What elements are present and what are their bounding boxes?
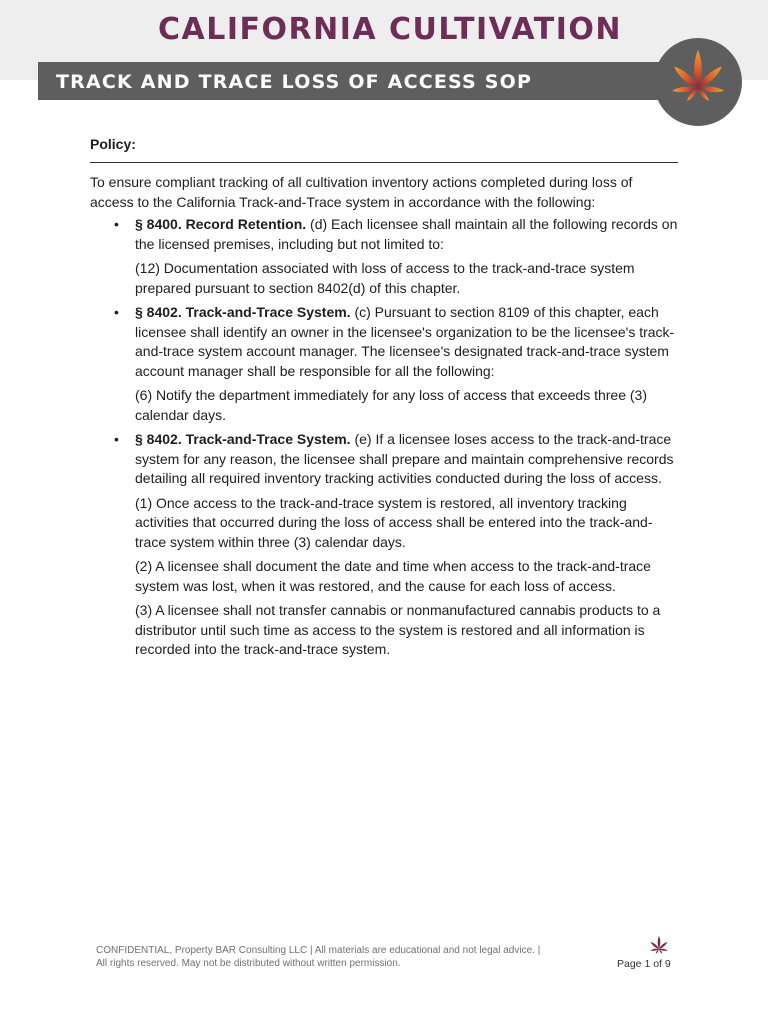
list-item xyxy=(90,215,678,298)
regulation-title: § 8402. Track-and-Trace System. xyxy=(135,431,351,447)
page-number: Page 1 of 9 xyxy=(617,958,671,970)
regulation-subsection: (3) A licensee shall not transfer cannabis or nonmanufactured cannabis products to a distributor until such time as access to the system is restored and all information is recorded into the track-and-trace system. xyxy=(135,602,661,657)
brand-title: CALIFORNIA CULTIVATION xyxy=(157,12,622,47)
regulation-title: § 8402. Track-and-Trace System. xyxy=(135,304,351,320)
sop-title: TRACK AND TRACE LOSS OF ACCESS SOP xyxy=(56,71,533,93)
regulation-subsection: (6) Notify the department immediately for any loss of access that exceeds three (3) calendar days. xyxy=(135,387,648,423)
policy-intro: To ensure compliant tracking of all cultivation inventory actions completed during loss of access to the California Track-and-Trace system in accordance with the following: xyxy=(90,174,633,210)
bullet-icon: • xyxy=(114,216,119,232)
regulation-body: (d) Each licensee shall maintain all the following records on the licensed premises, including but not limited to: xyxy=(135,216,678,252)
regulation-text xyxy=(135,303,678,381)
bullet-icon: • xyxy=(114,304,119,320)
cannabis-leaf-icon xyxy=(654,38,742,126)
regulation-body: (c) Pursuant to section 8109 of this chapter, each licensee shall identify an owner in the licensee's organization to be the licensee's track-and-trace system account manager. The licensee's designated track-and-trace system account manager shall be responsible for all the following: xyxy=(135,304,675,379)
bullet-icon: • xyxy=(114,431,119,447)
regulation-list xyxy=(90,215,678,660)
sop-title-bar xyxy=(38,62,698,100)
footer-line-1: CONFIDENTIAL, Property BAR Consulting LLC | All materials are educational and not legal advice. | xyxy=(96,945,541,956)
regulation-text xyxy=(135,215,678,254)
regulation-subsection: (12) Documentation associated with loss of access to the track-and-trace system prepared pursuant to section 8402(d) of this chapter. xyxy=(135,260,635,296)
regulation-text xyxy=(135,430,678,489)
divider xyxy=(90,162,678,163)
header-logo xyxy=(654,38,742,126)
regulation-subsection: (2) A licensee shall document the date and time when access to the track-and-trace system was lost, when it was restored, and the cause for each loss of access. xyxy=(135,558,651,594)
regulation-title: § 8400. Record Retention. xyxy=(135,216,307,232)
list-item xyxy=(90,430,678,660)
footer-line-2: All rights reserved. May not be distributed without written permission. xyxy=(96,958,401,969)
cannabis-leaf-icon xyxy=(646,934,672,958)
policy-heading: Policy: xyxy=(90,136,136,152)
regulation-body: (e) If a licensee loses access to the track-and-trace system for any reason, the licensee shall prepare and maintain comprehensive records detailing all required inventory tracking activities conducted during the loss of access. xyxy=(135,431,674,486)
footer-disclaimer xyxy=(96,944,616,970)
regulation-subsection: (1) Once access to the track-and-trace system is restored, all inventory tracking activities that occurred during the loss of access shall be entered into the track-and-trace system within three (3) calendar days. xyxy=(135,494,653,550)
policy-section xyxy=(90,134,678,665)
list-item xyxy=(90,303,678,425)
